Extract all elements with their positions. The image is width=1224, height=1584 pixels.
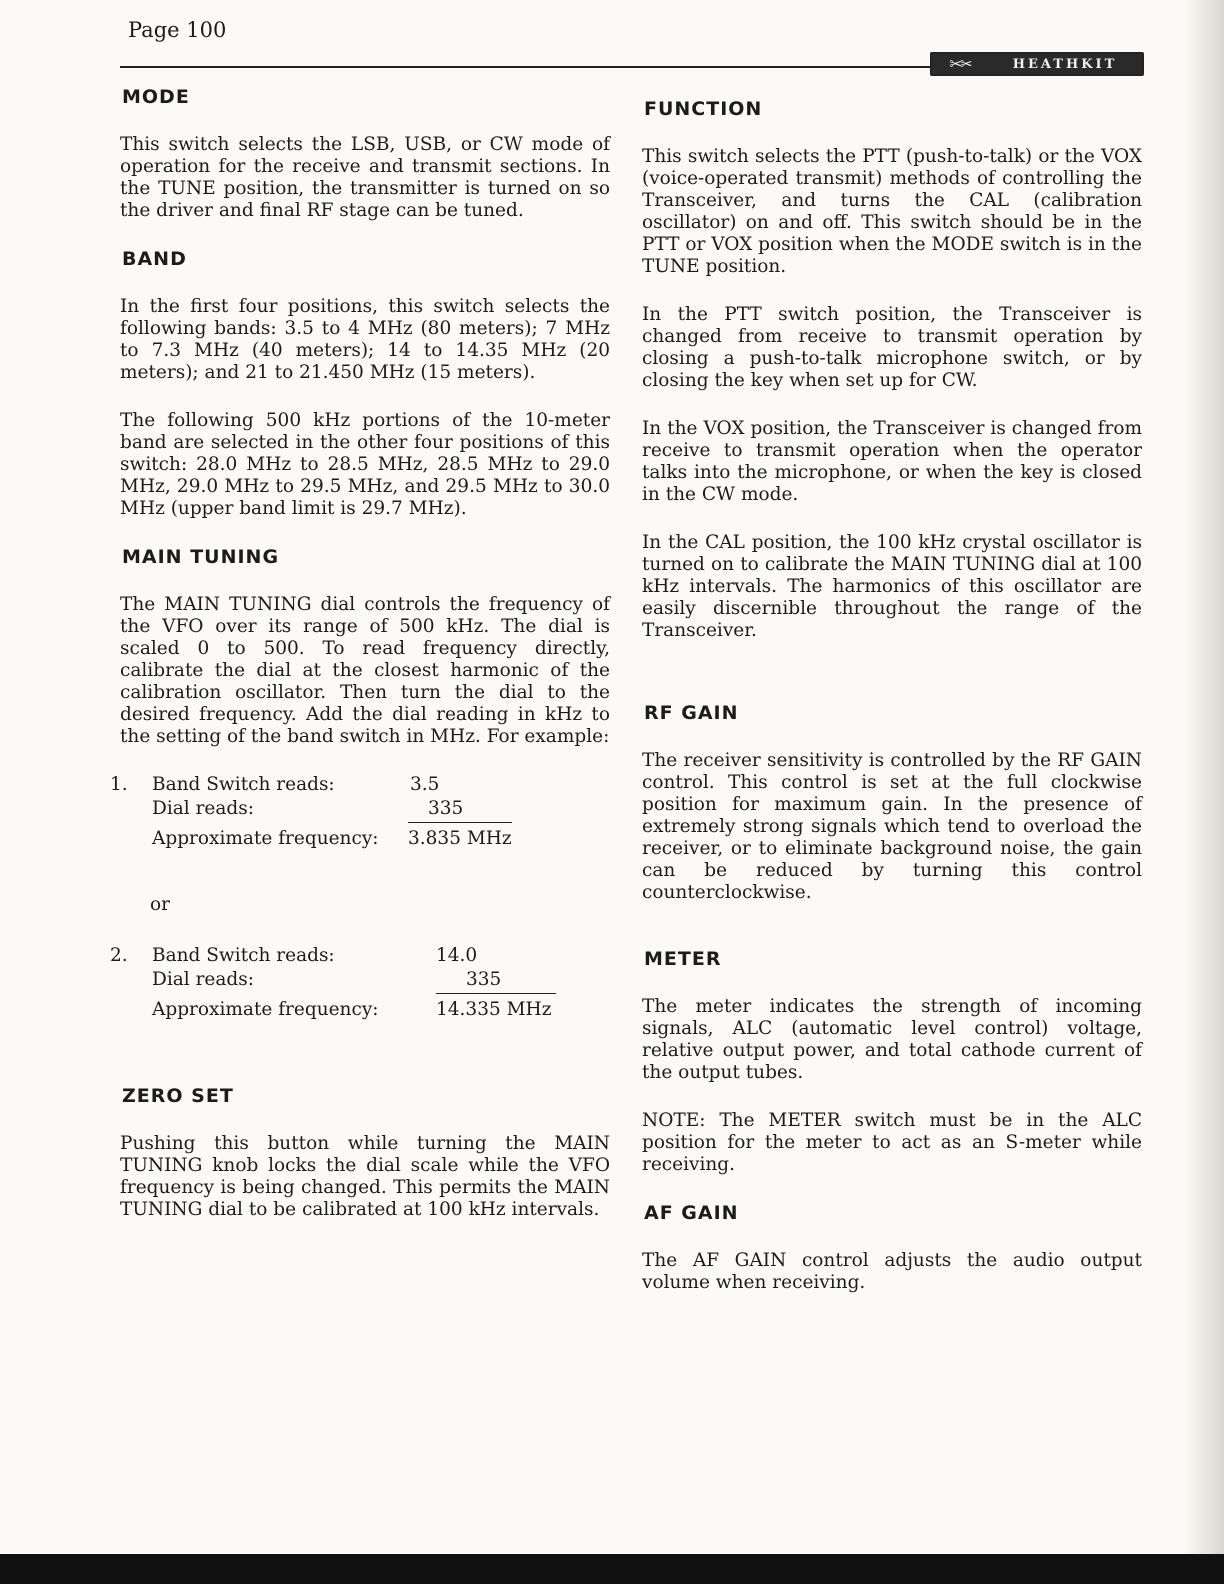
band-switch-value: 14.0 — [436, 945, 478, 966]
frequency-label: Approximate frequency: — [152, 828, 379, 849]
af-gain-heading: AF GAIN — [644, 1202, 739, 1224]
page-number: Page 100 — [128, 18, 227, 42]
frequency-value: 14.335 MHz — [436, 999, 552, 1020]
band-text-2: The following 500 kHz portions of the 10-meter band are selected in the other four positions of this switch: 28.0 MHz to 28.5 MHz, 28.5 MHz to 29.0 MHz, 29.0 MHz to 29.5 MHz, and 29.5 MHz to 30.0 MHz (upper band limit is 29.7 MHz). — [120, 410, 610, 519]
header-rule — [120, 66, 935, 68]
frequency-label: Approximate frequency: — [152, 999, 379, 1020]
sum-line — [408, 822, 512, 823]
dial-label: Dial reads: — [152, 969, 254, 990]
right-column — [632, 98, 1142, 1320]
scissors-icon: ✂✂ — [949, 55, 971, 73]
meter-note: NOTE: The METER switch must be in the ALC position for the meter to act as an S-meter while receiving. — [642, 1110, 1142, 1175]
zero-set-text: Pushing this button while turning the MAIN TUNING knob locks the dial scale while the VFO frequency is being changed. This permits the MAIN TUNING dial to be calibrated at 100 kHz intervals. — [120, 1133, 610, 1220]
mode-heading: MODE — [122, 86, 190, 108]
heathkit-logo — [930, 52, 1144, 76]
dial-value: 335 — [428, 798, 464, 819]
main-tuning-heading: MAIN TUNING — [122, 546, 280, 568]
band-switch-value: 3.5 — [410, 774, 440, 795]
dial-label: Dial reads: — [152, 798, 254, 819]
function-text-4: In the CAL position, the 100 kHz crystal oscillator is turned on to calibrate the MAIN TUNING dial at 100 kHz intervals. The harmonics of this oscillator are easily discernible throughout the range of the Transceiver. — [642, 532, 1142, 641]
example-2 — [110, 945, 610, 1065]
brand-name: HEATHKIT — [1012, 56, 1118, 72]
band-heading: BAND — [122, 248, 187, 270]
band-text-1: In the first four positions, this switch selects the following bands: 3.5 to 4 MHz (80 meters); 7 MHz to 7.3 MHz (40 meters); 14 to 14.35 MHz (20 meters); and 21 to 21.450 MHz (15 meters). — [120, 296, 610, 383]
rf-gain-text: The receiver sensitivity is controlled by the RF GAIN control. This control is set at the full clockwise position for maximum gain. In the presence of extremely strong signals which tend to overload the receiver, or to eliminate background noise, the gain can be reduced by turning this control counterclockwise. — [642, 750, 1142, 903]
band-switch-label: Band Switch reads: — [152, 774, 335, 795]
left-column — [110, 86, 610, 1247]
example-number: 1. — [110, 774, 128, 795]
band-switch-label: Band Switch reads: — [152, 945, 335, 966]
example-1 — [110, 774, 610, 894]
sum-line — [436, 993, 556, 994]
function-text-3: In the VOX position, the Transceiver is changed from receive to transmit operation when the operator talks into the microphone, or when the key is closed in the CW mode. — [642, 418, 1142, 505]
meter-text: The meter indicates the strength of incoming signals, ALC (automatic level control) voltage, relative output power, and total cathode current of the output tubes. — [642, 996, 1142, 1083]
meter-heading: METER — [644, 948, 722, 970]
example-number: 2. — [110, 945, 128, 966]
function-text-1: This switch selects the PTT (push-to-talk) or the VOX (voice-operated transmit) methods of controlling the Transceiver, and turns the CAL (calibration oscillator) on and off. This switch should be in the PTT or VOX position when the MODE switch is in the TUNE position. — [642, 146, 1142, 277]
zero-set-heading: ZERO SET — [122, 1085, 234, 1107]
rf-gain-heading: RF GAIN — [644, 702, 739, 724]
af-gain-text: The AF GAIN control adjusts the audio output volume when receiving. — [642, 1250, 1142, 1293]
mode-text: This switch selects the LSB, USB, or CW mode of operation for the receive and transmit sections. In the TUNE position, the transmitter is turned on so the driver and final RF stage can be tuned. — [120, 134, 610, 221]
or-text: or — [150, 894, 170, 915]
main-tuning-text: The MAIN TUNING dial controls the frequency of the VFO over its range of 500 kHz. The dial is scaled 0 to 500. To read frequency directly, calibrate the dial at the closest harmonic of the calibration oscillator. Then turn the dial to the desired frequency. Add the dial reading in kHz to the setting of the band switch in MHz. For example: — [120, 594, 610, 747]
scan-bottom-edge — [0, 1554, 1224, 1584]
frequency-value: 3.835 MHz — [408, 828, 512, 849]
page-edge-shadow — [1184, 0, 1224, 1584]
function-heading: FUNCTION — [644, 98, 763, 120]
function-text-2: In the PTT switch position, the Transceiver is changed from receive to transmit operation by closing a push-to-talk microphone switch, or by closing the key when set up for CW. — [642, 304, 1142, 391]
dial-value: 335 — [466, 969, 502, 990]
